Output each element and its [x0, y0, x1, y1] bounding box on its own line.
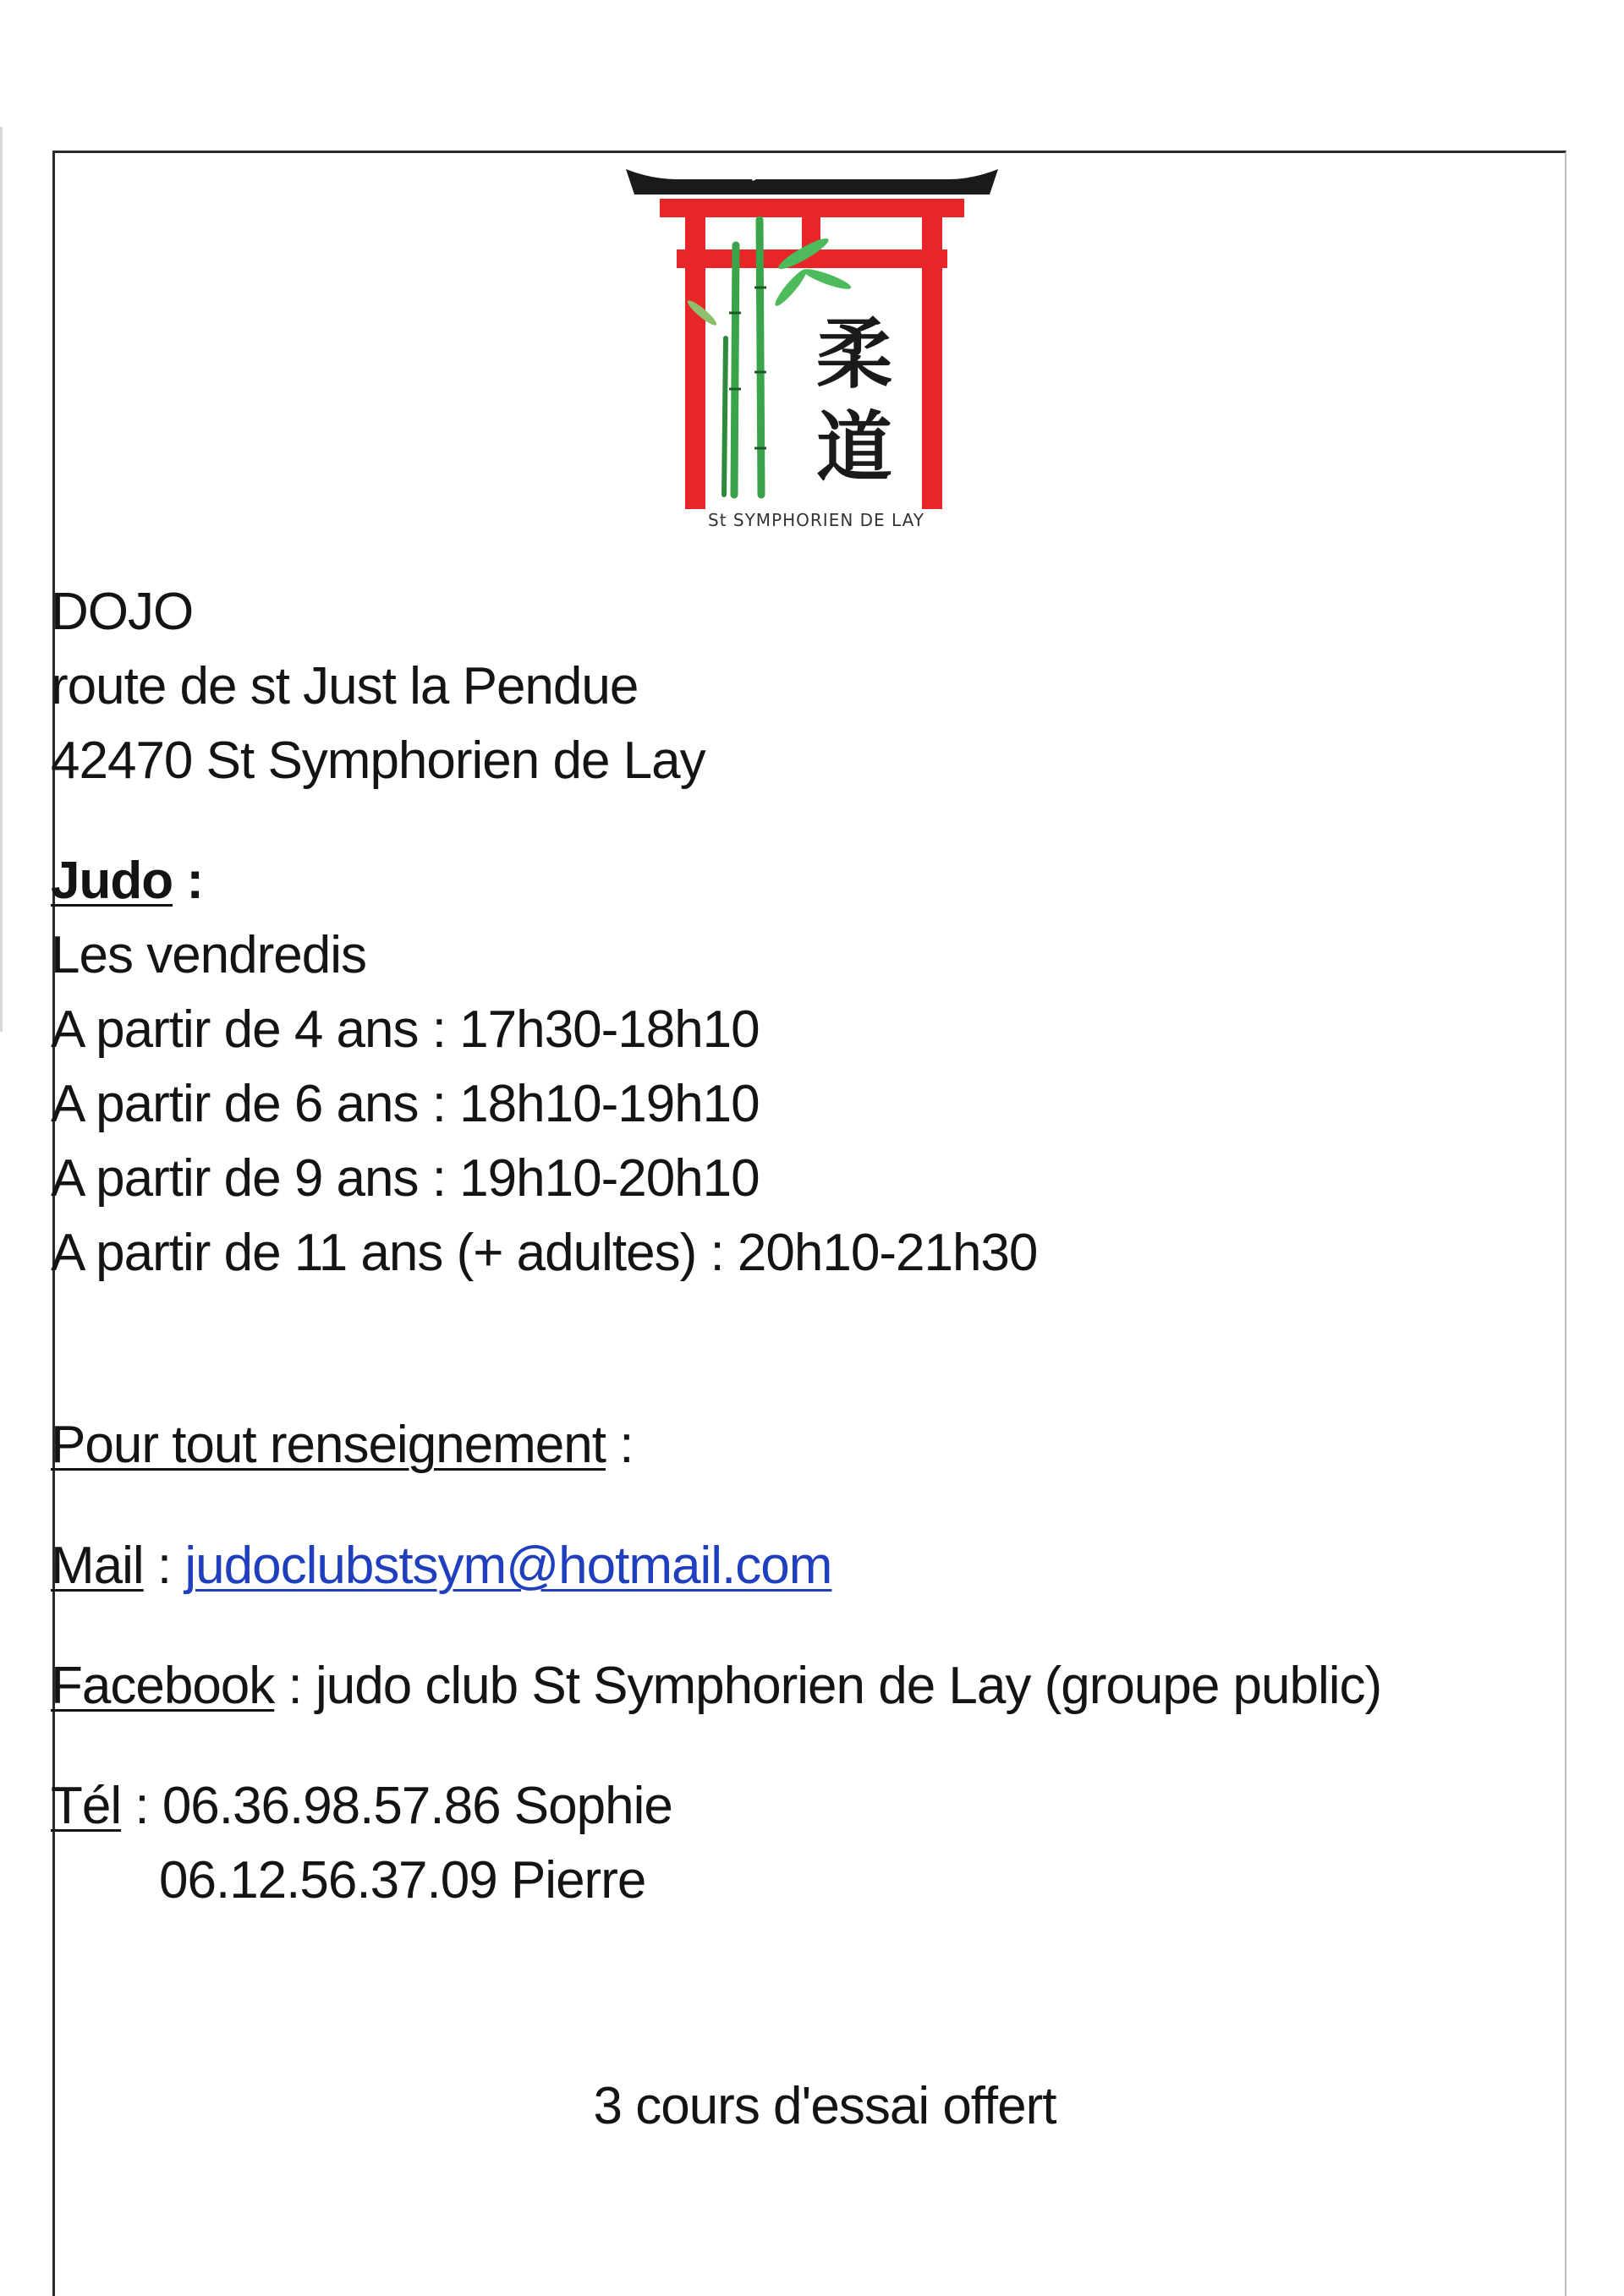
- session-line: A partir de 6 ans : 18h10-19h10: [51, 1075, 760, 1133]
- contact-heading-block: [51, 1408, 633, 1482]
- contact-heading-suffix: :: [605, 1416, 634, 1474]
- torii-upper-bar: [660, 199, 964, 217]
- judo-heading-suffix: :: [173, 852, 203, 910]
- mail-line: [51, 1529, 831, 1603]
- kanji-do: 道: [816, 403, 892, 492]
- tel-number-1: 06.36.98.57.86 Sophie: [162, 1777, 672, 1835]
- tel-block: [51, 1769, 672, 1918]
- facebook-line: [51, 1649, 1381, 1723]
- tel-number-2: 06.12.56.37.09 Pierre: [159, 1851, 646, 1910]
- mail-block: [51, 1529, 831, 1603]
- session-line: A partir de 9 ans : 19h10-20h10: [51, 1149, 760, 1208]
- judo-day: Les vendredis: [51, 926, 367, 984]
- session-line: A partir de 4 ans : 17h30-18h10: [51, 1000, 760, 1059]
- logo-top-text: JUDO CLUB: [753, 161, 871, 182]
- address-line-3: 42470 St Symphorien de Lay: [51, 732, 705, 790]
- tel-label: Tél: [51, 1777, 122, 1835]
- kanji-ju: 柔: [816, 310, 892, 399]
- tel-line-1: [51, 1769, 672, 1844]
- tel-line-2: [51, 1844, 672, 1918]
- address-line-1: DOJO: [51, 583, 194, 641]
- contact-heading: Pour tout renseignement: [51, 1416, 606, 1474]
- judo-heading: Judo: [51, 852, 173, 910]
- torii-left-pillar: [685, 217, 705, 509]
- scan-edge-mark: [0, 127, 3, 1032]
- tel-sep: :: [121, 1777, 162, 1835]
- contact-heading-line: [51, 1408, 633, 1482]
- judo-schedule-block: [51, 844, 1037, 1290]
- logo-bottom-text: St SYMPHORIEN DE LAY: [708, 510, 924, 530]
- session-line: A partir de 11 ans (+ adultes) : 20h10-21h30: [51, 1224, 1038, 1282]
- mail-label: Mail: [51, 1537, 144, 1595]
- mail-link[interactable]: judoclubstsym@hotmail.com: [184, 1537, 832, 1595]
- facebook-value: : judo club St Symphorien de Lay (groupe public): [274, 1657, 1382, 1715]
- facebook-label: Facebook: [51, 1657, 275, 1715]
- address-block: [51, 575, 705, 798]
- address-line-2: route de st Just la Pendue: [51, 657, 639, 715]
- facebook-block: [51, 1649, 1381, 1723]
- judo-heading-line: [51, 844, 1037, 918]
- torii-right-pillar: [922, 217, 942, 509]
- judo-club-logo: [626, 161, 998, 533]
- trial-offer-note: 3 cours d'essai offert: [593, 2077, 1056, 2135]
- mail-sep: :: [143, 1537, 185, 1595]
